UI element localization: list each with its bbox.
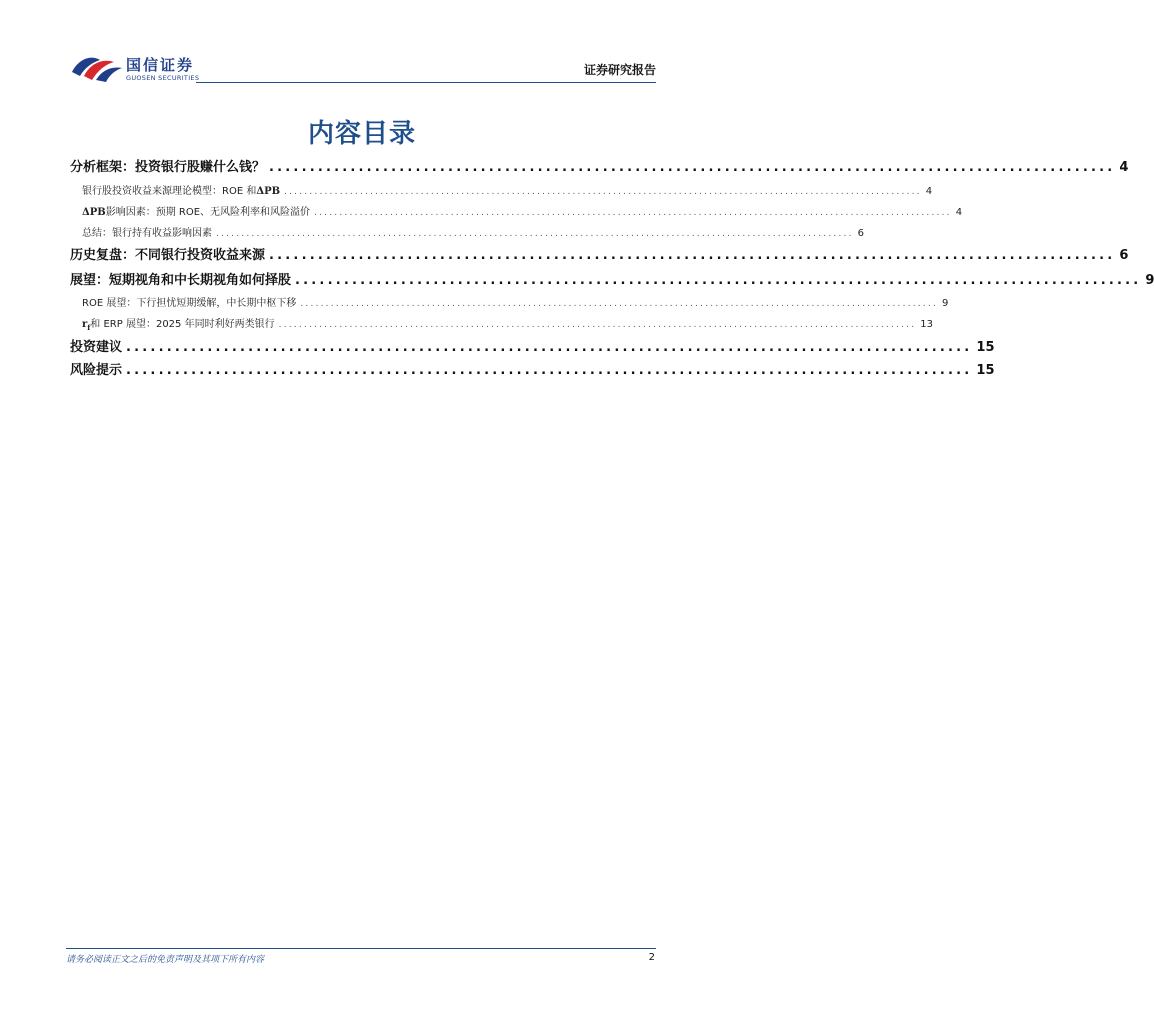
toc-entry-page: 6 [1119, 248, 1129, 263]
logo-chinese-name: 国信证券 [126, 56, 195, 74]
toc-entry-history-review[interactable] [70, 244, 1129, 263]
toc-entry-label: $r_f$和 ERP 展望：2025 年同时利好两类银行 [82, 319, 275, 332]
logo-english-name: GUOSEN SECURITIES [126, 74, 200, 82]
toc-entry-outlook[interactable] [70, 269, 1154, 288]
toc-leader-dots: ........................................................................................................ [126, 340, 973, 355]
guosen-logo [70, 50, 270, 84]
toc-entry-page: 9 [942, 298, 949, 309]
footer-divider [66, 948, 656, 949]
toc-entry-page: 15 [976, 363, 995, 378]
toc-leader-dots: .............................................................................................................................. [216, 229, 854, 239]
toc-entry-label: 分析框架：投资银行股赚什么钱？ [70, 160, 266, 175]
toc-entry-page: 9 [1145, 273, 1154, 288]
toc-leader-dots: .............................................................................................................................. [278, 320, 917, 330]
toc-leader-dots: ........................................................................................................ [269, 248, 1116, 263]
toc-entry-label: 历史复盘：不同银行投资收益来源 [70, 248, 266, 263]
toc-entry-page: 15 [976, 340, 995, 355]
toc-entry-risk-warning[interactable] [70, 359, 995, 378]
toc-entry-analysis-framework[interactable] [70, 156, 1129, 175]
toc-leader-dots: ........................................................................................................ [126, 363, 973, 378]
toc-title: 内容目录 [307, 119, 416, 149]
page-number: 2 [648, 952, 655, 963]
toc-entry-page: 4 [925, 186, 933, 197]
toc-entry-page: 6 [857, 228, 865, 239]
toc-entry-label: 银行股投资收益来源理论模型：ROE 和ΔPB [82, 186, 281, 197]
toc-entry-roe-outlook[interactable] [70, 294, 949, 309]
page-header [70, 48, 656, 84]
toc-entry-rf-erp-outlook[interactable] [70, 315, 933, 332]
header-divider [196, 82, 656, 83]
toc-entry-label: 展望：短期视角和中长期视角如何择股 [70, 273, 292, 288]
toc-entry-summary[interactable] [70, 224, 865, 239]
toc-leader-dots: ........................................................................................................ [295, 273, 1142, 288]
guosen-logo-icon [70, 50, 124, 82]
footer-disclaimer: 请务必阅读正文之后的免责声明及其项下所有内容 [66, 955, 265, 965]
toc-entry-label: 风险提示 [70, 363, 123, 378]
report-type-label: 证券研究报告 [583, 63, 656, 77]
toc-entry-delta-pb-factors[interactable] [70, 203, 963, 218]
toc-leader-dots: .............................................................................................................................. [284, 187, 922, 197]
toc-leader-dots: .............................................................................................................................. [314, 208, 952, 218]
toc-entry-label: ROE 展望：下行担忧短期缓解，中长期中枢下移 [82, 298, 297, 309]
toc-leader-dots: .............................................................................................................................. [300, 299, 938, 309]
toc-entry-page: 4 [1119, 160, 1129, 175]
toc-entry-return-model[interactable] [70, 182, 933, 197]
toc-leader-dots: ........................................................................................................ [269, 160, 1116, 175]
toc-entry-investment-advice[interactable] [70, 336, 995, 355]
toc-entry-label: 总结：银行持有收益影响因素 [82, 228, 212, 239]
toc-entry-label: 投资建议 [70, 340, 123, 355]
toc-entry-page: 4 [955, 207, 963, 218]
toc-entry-label: ΔPB影响因素：预期 ROE、无风险利率和风险溢价 [82, 207, 311, 218]
toc-entry-page: 13 [920, 319, 933, 330]
